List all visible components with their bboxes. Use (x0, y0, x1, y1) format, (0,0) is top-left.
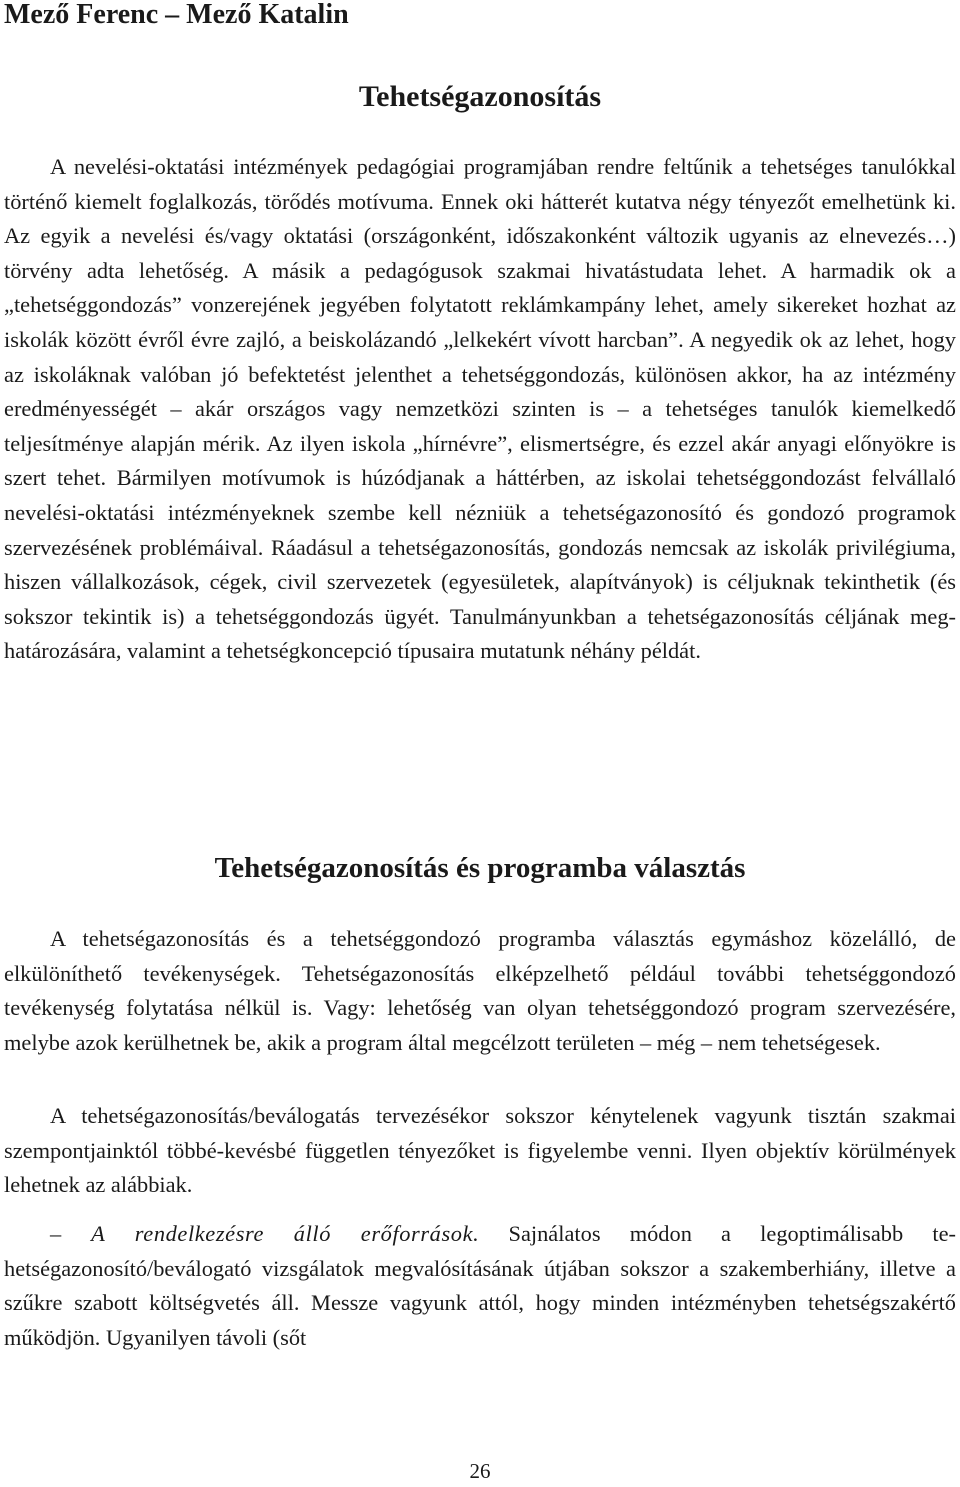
intro-paragraph (4, 150, 956, 669)
section-title: Tehetségazonosítás és programba választás (214, 852, 746, 884)
list-item (4, 1217, 956, 1355)
section-paragraph-2 (4, 1099, 956, 1203)
section-paragraph-1 (4, 922, 956, 1060)
list-item-term: – A rendelkezésre álló erőforrások. (50, 1221, 480, 1246)
page-title: Tehetségazonosítás (358, 80, 602, 113)
section-paragraph-2-text: A tehetségazonosítás/beválogatás tervezésékor sokszor kénytelenek vagyunk tisztán szakmai szempontjainktól többé-kevésbé független tényezőket is figyelembe venni. Ilyen objektív körülmények lehetnek az alábbiak. (4, 1103, 956, 1198)
section-paragraph-1-text: A tehetségazonosítás és a tehetséggondozó programba választás egymáshoz közelálló, de elkülöníthető tevékenységek. Tehetségazonosítás elképzelhető például további tehetséggondozó tevékenység folytatása nélkül is. Vagy: lehetőség van olyan tehetséggondozó program szervezésére, melybe azok kerülhetnek be, akik a program által megcélzott területen – még – nem tehetségesek. (4, 926, 956, 1055)
intro-paragraph-text: A nevelési-oktatási intézmények pedagógiai programjában rendre feltűnik a tehetséges tanulókkal történő kiemelt foglalkozás, törődés motívuma. Ennek oki hátterét kutatva négy tényezőt emelhetünk ki. Az egyik a nevelési és/vagy oktatási (országonként, időszakonként változik ugyanis az elnevezés…) törvény adta lehetőség. A másik a pedagógusok szakmai hivatástudata lehet. A harmadik ok a „tehetséggondozás” vonzerejének jegyében folytatott reklámkampány lehet, amely sikereket hozhat az iskolák között évről évre zajló, a beiskolázandó „lelkekért vívott harcban”. A negyedik ok az lehet, hogy az iskoláknak valóban jó befektetést jelenthet a tehetséggondozás, különösen akkor, ha az intézmény eredményességét – akár országos vagy nemzetközi szinten is – a tehetséges tanulók kiemelkedő teljesítménye alapján mérik. Az ilyen iskola „hírnévre”, elismertségre, és ezzel akár anyagi előnyökre is szert tehet. Bármilyen motívumok is húzódjanak a háttérben, az iskolai tehetséggondozást felvállaló nevelési-oktatási intézményeknek szembe kell nézniük a tehetségazonosító és gondozó programok szervezésének problémáival. Ráadásul a tehetségazonosítás, gondozás nemcsak az iskolák privilégiuma, hiszen vállalkozások, cégek, civil szervezetek (egyesületek, alapítványok) is céljuknak tekinthetik (és sokszor tekintik is) a tehetséggondozás ügyét. Tanulmányunkban a tehetségazonosítás céljának meghatározására, valamint a tehetségkoncepció típusaira mutatunk néhány példát. (4, 154, 956, 664)
running-head: Mező Ferenc – Mező Katalin (4, 0, 349, 30)
page-number: 26 (469, 1459, 491, 1483)
list-item-text: Sajnálatos módon a legoptimálisabb tehetségazonosító/beválogató vizsgálatok megvalósításának útjában sokszor a szakemberhiány, illetve a szűkre szabott költségvetés áll. Messze vagyunk attól, hogy minden intézményben tehetségszakértő működjön. Ugyanilyen távoli (sőt (4, 1221, 956, 1350)
